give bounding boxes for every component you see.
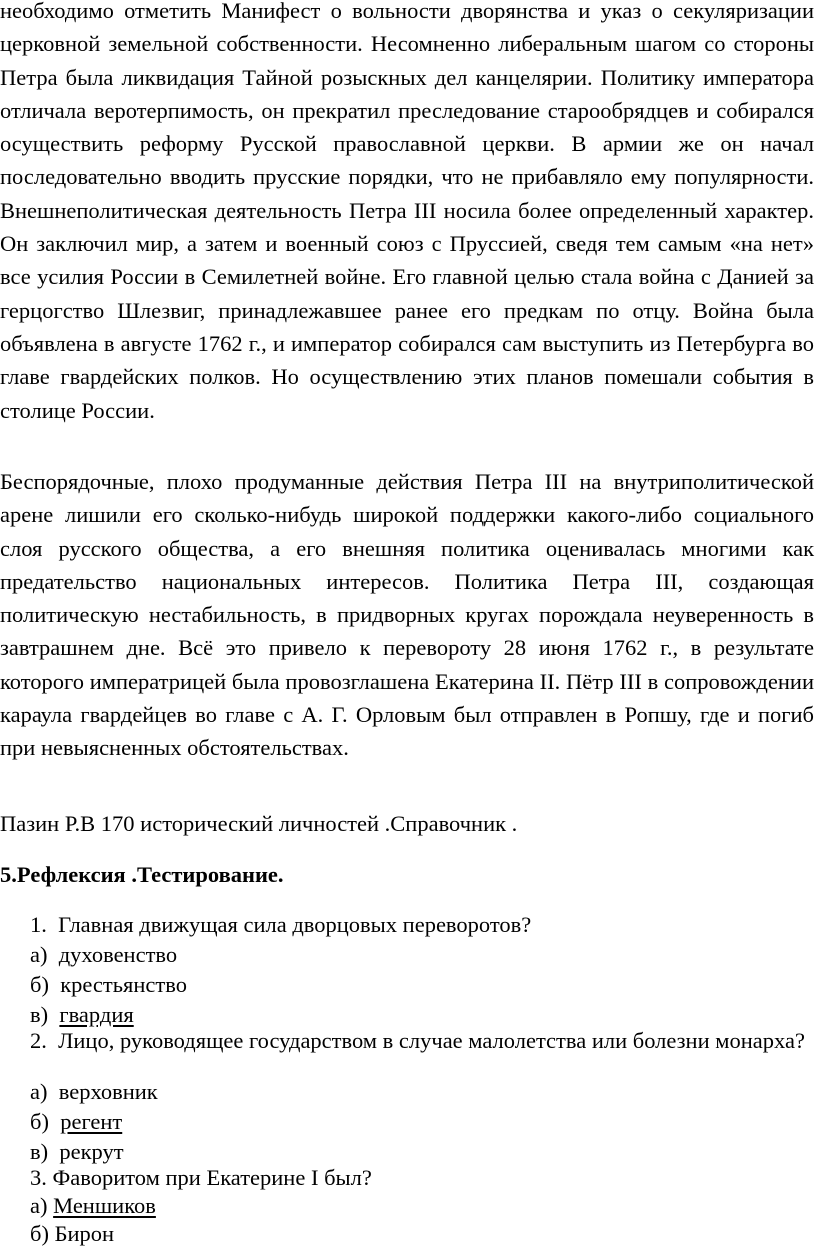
- question-2: [0, 1026, 814, 1056]
- answer-option: [30, 970, 187, 1000]
- option-text-correct: Меншиков: [53, 1193, 156, 1218]
- answer-option: [30, 1077, 158, 1107]
- option-marker: а): [30, 1079, 48, 1104]
- question-1: [30, 910, 531, 940]
- option-text: Бирон: [54, 1221, 115, 1246]
- option-text: рекрут: [59, 1139, 124, 1164]
- body-paragraph: необходимо отметить Манифест о вольности дворянства и указ о секуляризации церковной земельной собственности. Несомненно либеральным шагом со стороны Петра была ликвидация Тайной розыскных дел канцелярии. Политику императора отличала веротерпимость, он прекратил преследование старообрядцев и собирался осуществить реформу Русской православной церкви. В армии же он начал последовательно вводить прусские порядки, что не прибавляло ему популярности. Внешнеполитическая деятельность Петра III носила более определенный характер. Он заключил мир, а затем и военный союз с Пруссией, сведя тем самым «на нет» все усилия России в Семилетней войне. Его главной целью стала война с Данией за герцогство Шлезвиг, принадлежавшее ранее его предкам по отцу. Война была объявлена в августе 1762 г., и император собирался сам выступить из Петербурга во главе гвардейских полков. Но осуществлению этих планов помешали события в столице России.: [0, 0, 814, 423]
- question-number: 2.: [30, 1028, 47, 1053]
- answer-option-correct: [30, 1107, 122, 1137]
- option-marker: б): [30, 972, 49, 997]
- question-text: Главная движущая сила дворцовых переворотов?: [58, 912, 532, 937]
- option-text: крестьянство: [60, 972, 187, 997]
- option-marker: в): [30, 1002, 49, 1027]
- option-text-correct: гвардия: [59, 1002, 134, 1027]
- option-marker: а): [30, 942, 48, 967]
- answer-option: [30, 940, 177, 970]
- question-text: Фаворитом при Екатерине I был?: [52, 1165, 372, 1190]
- option-marker: б): [30, 1221, 49, 1246]
- source-citation: Пазин Р.В 170 исторический личностей .Справочник .: [0, 811, 518, 836]
- option-text: верховник: [58, 1079, 158, 1104]
- answer-option-correct: [30, 1191, 156, 1221]
- body-paragraph: Беспорядочные, плохо продуманные действия Петра III на внутриполитической арене лишили его сколько-нибудь широкой поддержки какого-либо социального слоя русского общества, а его внешняя политика оценивалась многими как предательство национальных интересов. Политика Петра III, создающая политическую нестабильность, в придворных кругах порождала неуверенность в завтрашнем дне. Всё это привело к перевороту 28 июня 1762 г., в результате которого императрицей была провозглашена Екатерина II. Пётр III в сопровождении караула гвардейцев во главе с А. Г. Орловым был отправлен в Ропшу, где и погиб при невыясненных обстоятельствах.: [0, 469, 814, 761]
- question-text: Лицо, руководящее государством в случае малолетства или болезни монарха?: [58, 1028, 805, 1053]
- option-marker: б): [30, 1109, 49, 1134]
- section-heading: 5.Рефлексия .Тестирование.: [0, 862, 284, 887]
- option-marker: в): [30, 1139, 49, 1164]
- option-marker: а): [30, 1193, 48, 1218]
- question-3: [30, 1163, 372, 1193]
- option-text-correct: регент: [60, 1109, 123, 1134]
- answer-option: [30, 1219, 114, 1249]
- option-text: духовенство: [58, 942, 178, 967]
- question-number: 3.: [30, 1165, 47, 1190]
- question-number: 1.: [30, 912, 47, 937]
